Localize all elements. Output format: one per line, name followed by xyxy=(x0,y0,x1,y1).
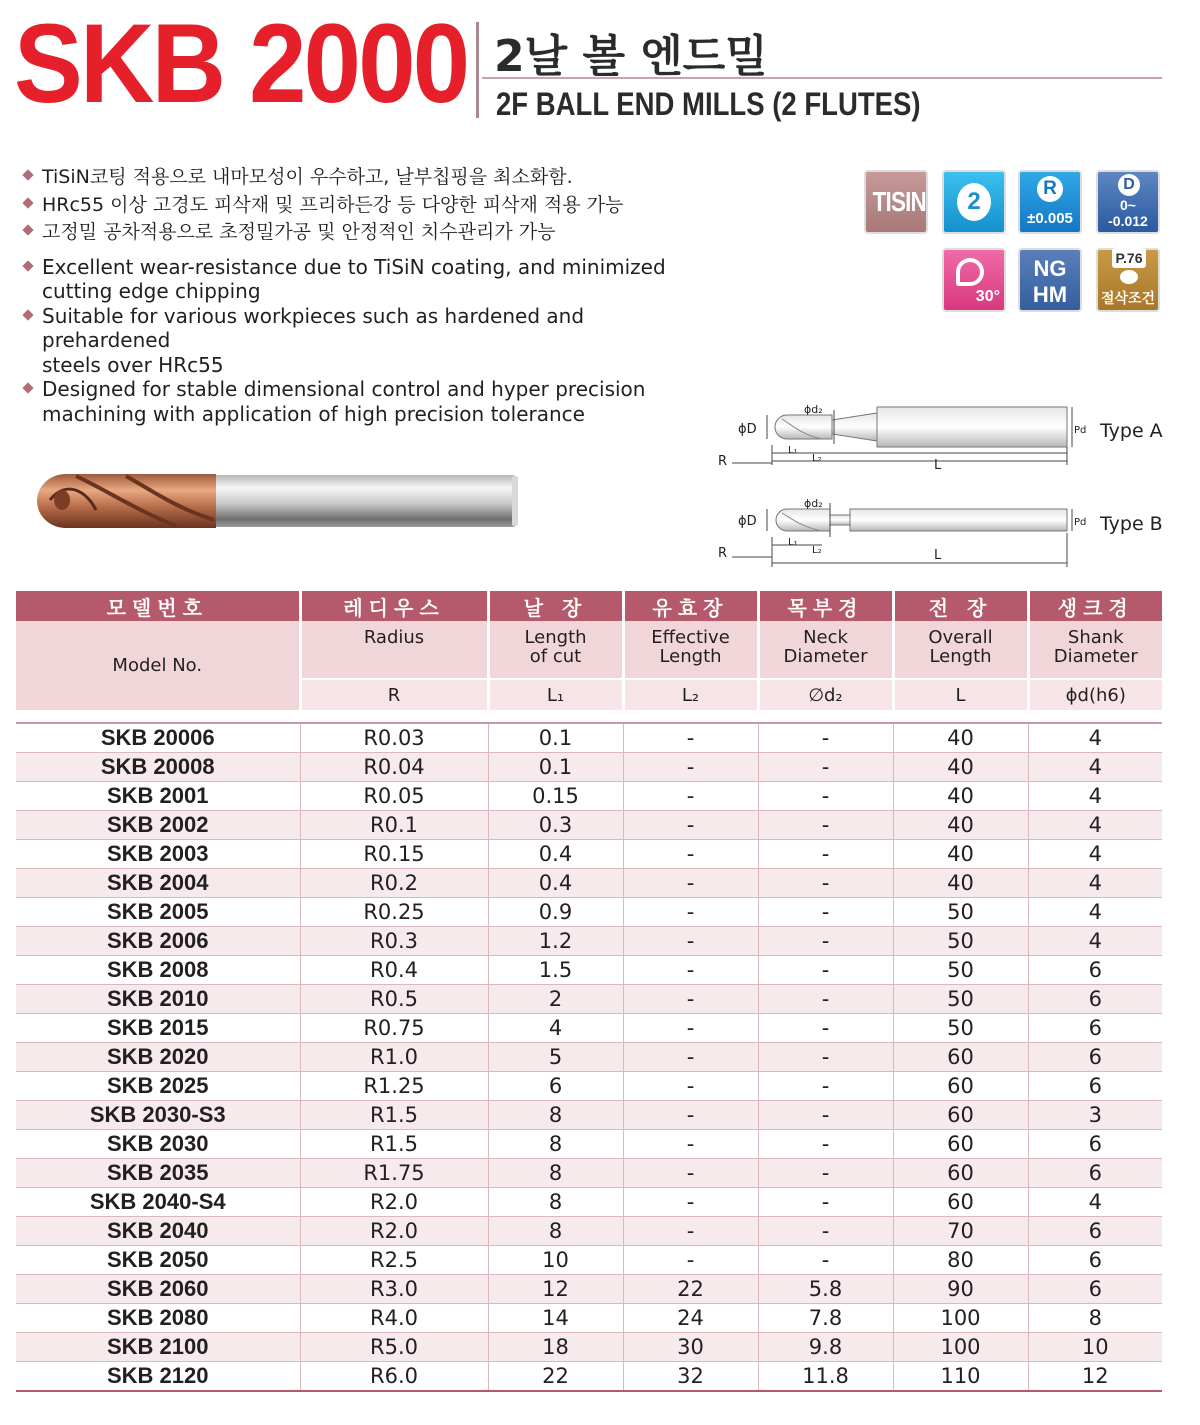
value-cell: 8 xyxy=(488,1159,623,1188)
value-cell: 100 xyxy=(893,1304,1028,1333)
value-cell: - xyxy=(758,1014,893,1043)
table-row xyxy=(16,1188,1162,1217)
value-cell: R1.0 xyxy=(300,1043,488,1072)
value-cell: 8 xyxy=(488,1101,623,1130)
value-cell: 60 xyxy=(893,1130,1028,1159)
table-row xyxy=(16,898,1162,927)
value-cell: 10 xyxy=(1028,1333,1162,1362)
diameter-tolerance-badge: D 0~ -0.012 xyxy=(1096,170,1160,234)
value-cell: R2.0 xyxy=(300,1188,488,1217)
value-cell: 6 xyxy=(1028,1130,1162,1159)
header-row-english xyxy=(16,621,1162,679)
value-cell: 4 xyxy=(1028,1188,1162,1217)
value-cell: 7.8 xyxy=(758,1304,893,1333)
header-en-effective-length: Effective Length xyxy=(623,621,758,679)
value-cell: - xyxy=(758,1159,893,1188)
value-cell: 32 xyxy=(623,1362,758,1392)
table-row xyxy=(16,811,1162,840)
table-row xyxy=(16,1130,1162,1159)
value-cell: 12 xyxy=(488,1275,623,1304)
feature-item: TiSiN코팅 적용으로 내마모성이 우수하고, 날부칩핑을 최소화함. xyxy=(20,164,710,192)
title-korean: 2날 볼 엔드밀 xyxy=(494,31,768,82)
value-cell: 40 xyxy=(893,869,1028,898)
table-row xyxy=(16,927,1162,956)
title-divider xyxy=(476,22,479,118)
svg-text:L₂: L₂ xyxy=(812,545,822,556)
svg-text:L₂: L₂ xyxy=(812,453,822,464)
type-a-label: Type A xyxy=(1100,420,1163,442)
header-en-neck-diameter: Neck Diameter xyxy=(758,621,893,679)
type-b-label: Type B xyxy=(1100,513,1163,535)
value-cell: - xyxy=(758,898,893,927)
table-row xyxy=(16,782,1162,811)
value-cell: - xyxy=(623,1130,758,1159)
model-cell: SKB 2006 xyxy=(16,927,300,956)
ball-end-mill-image xyxy=(36,470,520,532)
value-cell: R2.5 xyxy=(300,1246,488,1275)
svg-text:Pd: Pd xyxy=(1074,425,1087,436)
model-cell: SKB 2002 xyxy=(16,811,300,840)
diameter-icon: D xyxy=(1118,174,1140,196)
value-cell: 50 xyxy=(893,985,1028,1014)
value-cell: - xyxy=(623,956,758,985)
value-cell: 8 xyxy=(1028,1304,1162,1333)
value-cell: R4.0 xyxy=(300,1304,488,1333)
value-cell: 60 xyxy=(893,1101,1028,1130)
value-cell: 0.3 xyxy=(488,811,623,840)
value-cell: 6 xyxy=(1028,1217,1162,1246)
value-cell: 18 xyxy=(488,1333,623,1362)
table-row xyxy=(16,753,1162,782)
model-cell: SKB 2060 xyxy=(16,1275,300,1304)
svg-text:ϕd₂: ϕd₂ xyxy=(804,497,823,510)
value-cell: - xyxy=(758,1217,893,1246)
feature-item: HRc55 이상 고경도 피삭재 및 프리하든강 등 다양한 피삭재 적용 가능 xyxy=(20,192,710,220)
value-cell: - xyxy=(623,782,758,811)
feature-item: 고정밀 공차적용으로 초정밀가공 및 안정적인 치수관리가 가능 xyxy=(20,219,710,247)
dimension-diagram xyxy=(712,395,1182,575)
table-row xyxy=(16,1101,1162,1130)
model-cell: SKB 2008 xyxy=(16,956,300,985)
model-cell: SKB 2001 xyxy=(16,782,300,811)
value-cell: 6 xyxy=(1028,1043,1162,1072)
model-cell: SKB 2040-S4 xyxy=(16,1188,300,1217)
value-cell: - xyxy=(623,927,758,956)
value-cell: 5.8 xyxy=(758,1275,893,1304)
table-row xyxy=(16,723,1162,753)
value-cell: R0.04 xyxy=(300,753,488,782)
svg-text:ϕd₂: ϕd₂ xyxy=(804,403,823,416)
value-cell: - xyxy=(623,1101,758,1130)
value-cell: 40 xyxy=(893,782,1028,811)
value-cell: - xyxy=(758,869,893,898)
diamond-bullet-icon xyxy=(22,382,34,394)
model-cell: SKB 2025 xyxy=(16,1072,300,1101)
value-cell: 40 xyxy=(893,811,1028,840)
value-cell: 40 xyxy=(893,840,1028,869)
product-model-title: SKB 2000 xyxy=(14,1,468,126)
value-cell: 0.4 xyxy=(488,840,623,869)
value-cell: R0.05 xyxy=(300,782,488,811)
cutting-condition-badge[interactable]: P.76 절삭조건 xyxy=(1096,248,1160,312)
value-cell: - xyxy=(623,1188,758,1217)
value-cell: - xyxy=(758,1043,893,1072)
value-cell: R0.2 xyxy=(300,869,488,898)
feature-item: Excellent wear-resistance due to TiSiN coating, and minimized cutting edge chipping xyxy=(20,255,710,304)
header-symbol: L xyxy=(893,679,1028,710)
model-cell: SKB 2050 xyxy=(16,1246,300,1275)
header-en-model: Model No. xyxy=(16,621,300,710)
value-cell: 1.2 xyxy=(488,927,623,956)
value-cell: - xyxy=(623,898,758,927)
type-b-drawing xyxy=(718,497,1163,567)
value-cell: - xyxy=(758,956,893,985)
title-english: 2F BALL END MILLS (2 FLUTES) xyxy=(496,86,921,122)
value-cell: - xyxy=(758,753,893,782)
value-cell: 5 xyxy=(488,1043,623,1072)
model-cell: SKB 2035 xyxy=(16,1159,300,1188)
value-cell: R0.5 xyxy=(300,985,488,1014)
header-kr-length-of-cut: 날 장 xyxy=(488,591,623,621)
table-row xyxy=(16,1304,1162,1333)
value-cell: - xyxy=(623,1159,758,1188)
value-cell: R1.25 xyxy=(300,1072,488,1101)
header-en-length-of-cut: Length of cut xyxy=(488,621,623,679)
value-cell: 50 xyxy=(893,898,1028,927)
value-cell: 4 xyxy=(1028,927,1162,956)
header-symbol: L₂ xyxy=(623,679,758,710)
value-cell: R0.25 xyxy=(300,898,488,927)
value-cell: - xyxy=(758,723,893,753)
model-cell: SKB 2120 xyxy=(16,1362,300,1392)
table-row xyxy=(16,1275,1162,1304)
value-cell: 0.4 xyxy=(488,869,623,898)
value-cell: 0.15 xyxy=(488,782,623,811)
svg-text:Pd: Pd xyxy=(1074,517,1087,528)
specification-table xyxy=(16,591,1162,1392)
value-cell: 0.1 xyxy=(488,753,623,782)
value-cell: 60 xyxy=(893,1072,1028,1101)
feature-item: Designed for stable dimensional control and hyper precision machining with application of high precision tolerance xyxy=(20,377,710,426)
helix-angle-badge: 30° xyxy=(942,248,1006,312)
value-cell: - xyxy=(758,811,893,840)
model-cell: SKB 2004 xyxy=(16,869,300,898)
header-symbol: ∅d₂ xyxy=(758,679,893,710)
value-cell: 9.8 xyxy=(758,1333,893,1362)
table-row xyxy=(16,985,1162,1014)
diamond-bullet-icon xyxy=(22,224,34,236)
value-cell: 90 xyxy=(893,1275,1028,1304)
value-cell: R0.15 xyxy=(300,840,488,869)
value-cell: R1.75 xyxy=(300,1159,488,1188)
model-cell: SKB 20008 xyxy=(16,753,300,782)
model-cell: SKB 2030 xyxy=(16,1130,300,1159)
value-cell: 8 xyxy=(488,1217,623,1246)
model-cell: SKB 2080 xyxy=(16,1304,300,1333)
value-cell: 1.5 xyxy=(488,956,623,985)
value-cell: - xyxy=(623,1043,758,1072)
svg-text:L₁: L₁ xyxy=(788,537,798,548)
value-cell: 6 xyxy=(1028,985,1162,1014)
table-row xyxy=(16,1246,1162,1275)
table-row xyxy=(16,1362,1162,1392)
model-cell: SKB 2003 xyxy=(16,840,300,869)
value-cell: - xyxy=(623,811,758,840)
value-cell: 11.8 xyxy=(758,1362,893,1392)
value-cell: 6 xyxy=(1028,1014,1162,1043)
feature-list xyxy=(20,164,710,426)
model-cell: SKB 20006 xyxy=(16,723,300,753)
table-row xyxy=(16,1072,1162,1101)
value-cell: 50 xyxy=(893,1014,1028,1043)
radius-icon: R xyxy=(1037,176,1063,202)
header-en-overall-length: Overall Length xyxy=(893,621,1028,679)
value-cell: 30 xyxy=(623,1333,758,1362)
header-kr-overall-length: 전 장 xyxy=(893,591,1028,621)
value-cell: 80 xyxy=(893,1246,1028,1275)
value-cell: 10 xyxy=(488,1246,623,1275)
diamond-bullet-icon xyxy=(22,260,34,272)
value-cell: - xyxy=(623,1072,758,1101)
value-cell: - xyxy=(623,1246,758,1275)
value-cell: R5.0 xyxy=(300,1333,488,1362)
value-cell: - xyxy=(758,782,893,811)
table-row xyxy=(16,869,1162,898)
svg-text:R: R xyxy=(718,454,728,469)
value-cell: R1.5 xyxy=(300,1130,488,1159)
header-symbol: ϕd(h6) xyxy=(1028,679,1162,710)
value-cell: R1.5 xyxy=(300,1101,488,1130)
value-cell: - xyxy=(623,985,758,1014)
header-symbol: L₁ xyxy=(488,679,623,710)
value-cell: 40 xyxy=(893,753,1028,782)
model-cell: SKB 2040 xyxy=(16,1217,300,1246)
value-cell: 8 xyxy=(488,1188,623,1217)
header-en-shank-diameter: Shank Diameter xyxy=(1028,621,1162,679)
value-cell: 12 xyxy=(1028,1362,1162,1392)
value-cell: 2 xyxy=(488,985,623,1014)
value-cell: - xyxy=(623,753,758,782)
value-cell: R6.0 xyxy=(300,1362,488,1392)
header-row-korean xyxy=(16,591,1162,621)
header-en-radius: Radius xyxy=(300,621,488,679)
model-cell: SKB 2020 xyxy=(16,1043,300,1072)
value-cell: - xyxy=(623,1217,758,1246)
value-cell: 60 xyxy=(893,1188,1028,1217)
helix-icon xyxy=(956,258,984,286)
value-cell: - xyxy=(758,927,893,956)
value-cell: - xyxy=(623,840,758,869)
radius-tolerance-badge: R ±0.005 xyxy=(1018,170,1082,234)
ng-hm-badge: NG HM xyxy=(1018,248,1082,312)
table-row xyxy=(16,1159,1162,1188)
value-cell: - xyxy=(758,840,893,869)
value-cell: 6 xyxy=(1028,1072,1162,1101)
value-cell: 100 xyxy=(893,1333,1028,1362)
value-cell: R0.03 xyxy=(300,723,488,753)
cutter-icon xyxy=(1120,270,1138,284)
value-cell: 8 xyxy=(488,1130,623,1159)
value-cell: - xyxy=(758,1130,893,1159)
model-cell: SKB 2100 xyxy=(16,1333,300,1362)
value-cell: - xyxy=(758,1072,893,1101)
value-cell: R0.3 xyxy=(300,927,488,956)
value-cell: 50 xyxy=(893,956,1028,985)
value-cell: 4 xyxy=(488,1014,623,1043)
value-cell: 4 xyxy=(1028,840,1162,869)
value-cell: 6 xyxy=(1028,1275,1162,1304)
value-cell: 4 xyxy=(1028,753,1162,782)
svg-text:L: L xyxy=(934,548,942,563)
table-row xyxy=(16,1043,1162,1072)
value-cell: - xyxy=(623,1014,758,1043)
value-cell: 110 xyxy=(893,1362,1028,1392)
model-cell: SKB 2015 xyxy=(16,1014,300,1043)
value-cell: R0.4 xyxy=(300,956,488,985)
value-cell: 22 xyxy=(623,1275,758,1304)
svg-text:ϕD: ϕD xyxy=(738,514,757,529)
header-symbol: R xyxy=(300,679,488,710)
value-cell: 4 xyxy=(1028,723,1162,753)
value-cell: 4 xyxy=(1028,898,1162,927)
svg-text:L₁: L₁ xyxy=(788,445,798,456)
model-cell: SKB 2010 xyxy=(16,985,300,1014)
value-cell: 70 xyxy=(893,1217,1028,1246)
header-kr-radius: 레디우스 xyxy=(300,591,488,621)
value-cell: 50 xyxy=(893,927,1028,956)
page-reference: P.76 xyxy=(1112,248,1146,268)
value-cell: 0.9 xyxy=(488,898,623,927)
value-cell: 60 xyxy=(893,1159,1028,1188)
table-row xyxy=(16,1217,1162,1246)
header-kr-shank-diameter: 생크경 xyxy=(1028,591,1162,621)
model-cell: SKB 2030-S3 xyxy=(16,1101,300,1130)
header-kr-effective-length: 유효장 xyxy=(623,591,758,621)
value-cell: 24 xyxy=(623,1304,758,1333)
diamond-bullet-icon xyxy=(22,169,34,181)
header-kr-neck-diameter: 목부경 xyxy=(758,591,893,621)
value-cell: - xyxy=(758,985,893,1014)
table-row xyxy=(16,956,1162,985)
value-cell: - xyxy=(623,869,758,898)
value-cell: R0.75 xyxy=(300,1014,488,1043)
table-row xyxy=(16,1333,1162,1362)
value-cell: 40 xyxy=(893,723,1028,753)
diamond-bullet-icon xyxy=(22,197,34,209)
value-cell: - xyxy=(623,723,758,753)
svg-text:R: R xyxy=(718,546,728,561)
value-cell: R3.0 xyxy=(300,1275,488,1304)
type-a-drawing xyxy=(718,403,1163,473)
value-cell: 14 xyxy=(488,1304,623,1333)
value-cell: R2.0 xyxy=(300,1217,488,1246)
model-cell: SKB 2005 xyxy=(16,898,300,927)
table-body xyxy=(16,723,1162,1391)
flute-spiral-icon: 2 xyxy=(957,183,991,221)
spec-badges xyxy=(862,170,1172,320)
value-cell: 3 xyxy=(1028,1101,1162,1130)
value-cell: 6 xyxy=(488,1072,623,1101)
value-cell: 6 xyxy=(1028,956,1162,985)
svg-text:L: L xyxy=(934,458,942,473)
value-cell: 4 xyxy=(1028,869,1162,898)
value-cell: 4 xyxy=(1028,811,1162,840)
value-cell: 4 xyxy=(1028,782,1162,811)
value-cell: 60 xyxy=(893,1043,1028,1072)
table-row xyxy=(16,1014,1162,1043)
table-row xyxy=(16,840,1162,869)
feature-item: Suitable for various workpieces such as hardened and prehardened steels over HRc55 xyxy=(20,304,710,378)
svg-text:ϕD: ϕD xyxy=(738,422,757,437)
flute-count-badge xyxy=(942,170,1006,234)
diamond-bullet-icon xyxy=(22,309,34,321)
value-cell: 6 xyxy=(1028,1159,1162,1188)
value-cell: - xyxy=(758,1101,893,1130)
value-cell: - xyxy=(758,1246,893,1275)
value-cell: R0.1 xyxy=(300,811,488,840)
tisin-coating-badge: TISIN xyxy=(864,170,928,234)
value-cell: 22 xyxy=(488,1362,623,1392)
value-cell: 0.1 xyxy=(488,723,623,753)
value-cell: 6 xyxy=(1028,1246,1162,1275)
value-cell: - xyxy=(758,1188,893,1217)
header-kr-model: 모델번호 xyxy=(16,591,300,621)
